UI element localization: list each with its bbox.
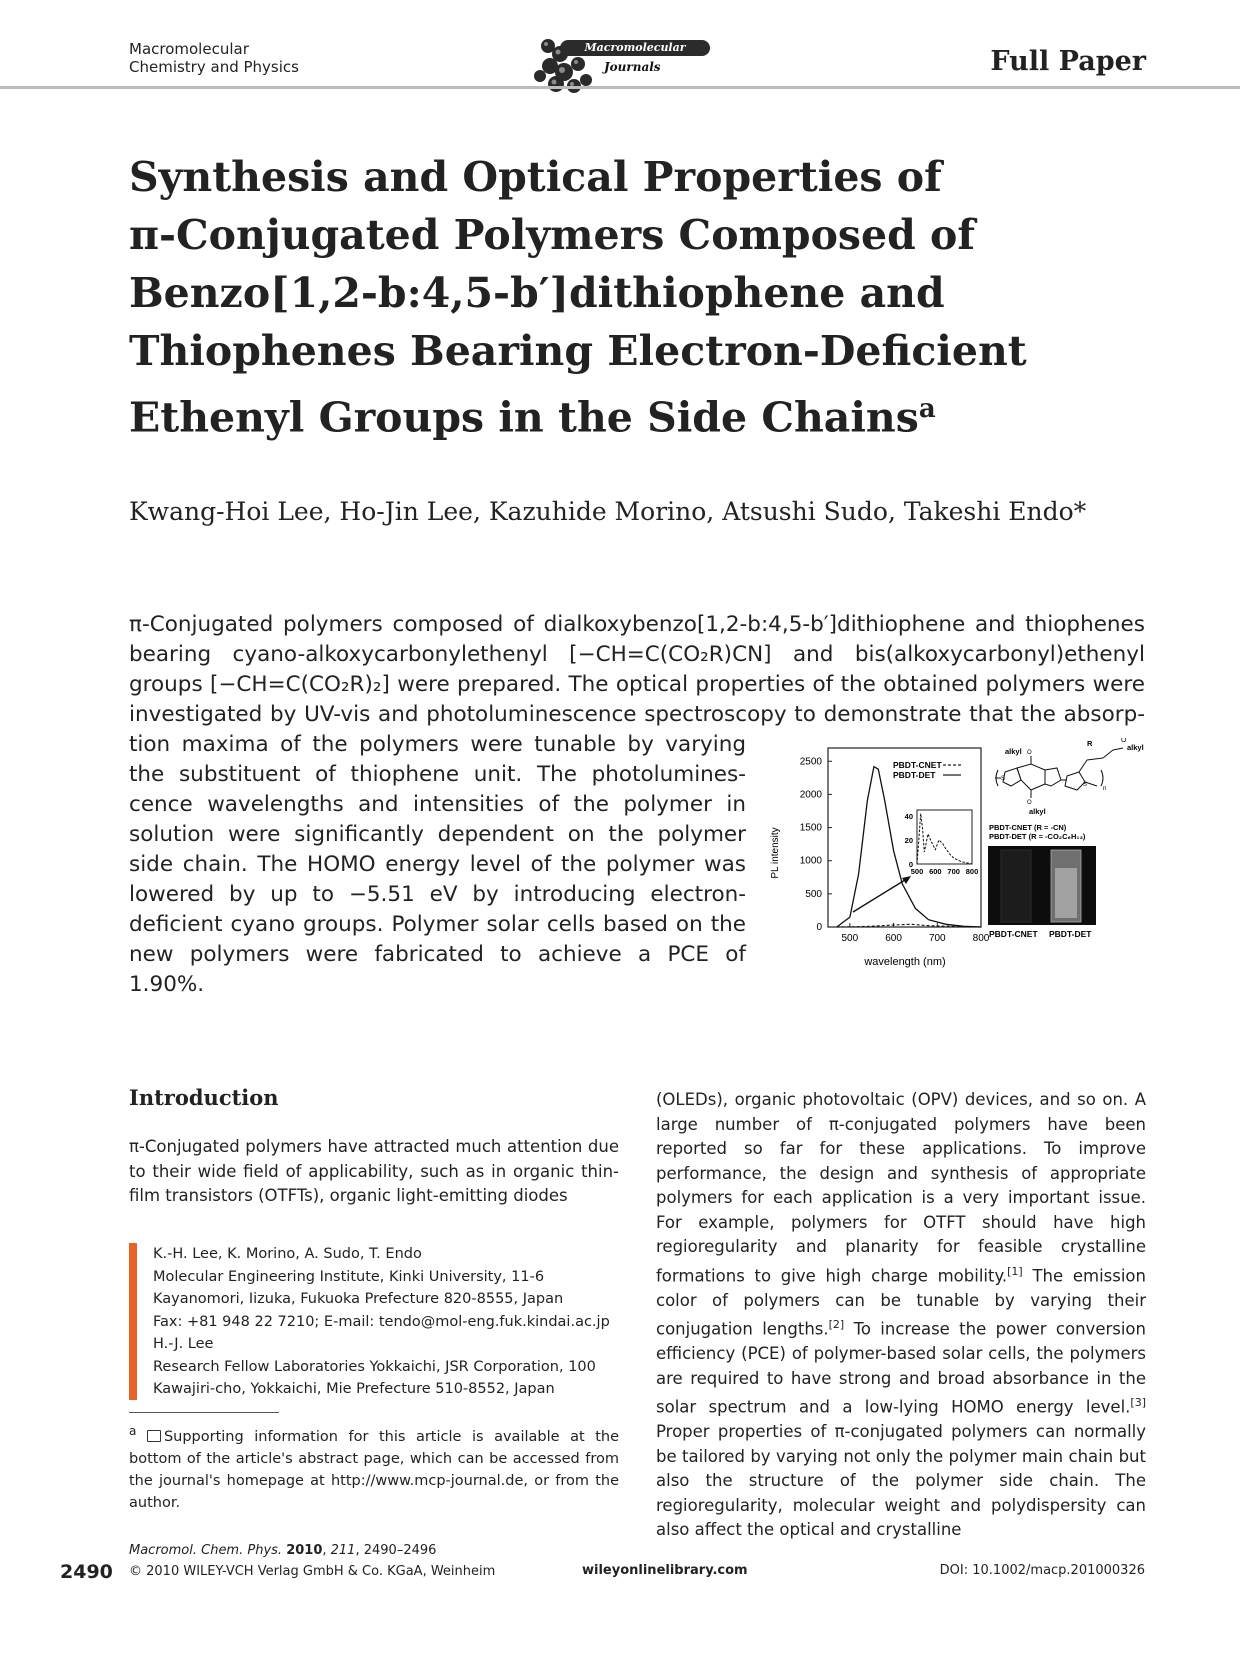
vial-label-cnet: PBDT-CNET — [989, 929, 1038, 939]
struct-alkyl-bottom: alkyl — [1029, 807, 1046, 816]
graphical-abstract — [765, 738, 1155, 978]
inset-x-tick-label: 700 — [947, 867, 960, 876]
x-tick-label: 500 — [841, 933, 859, 944]
author-list: Kwang-Hoi Lee, Ho-Jin Lee, Kazuhide Morino, Atsushi Sudo, Takeshi Endo* — [129, 497, 1087, 526]
logo-bottom-text: Journals — [604, 60, 661, 74]
inset-arrow — [853, 880, 905, 912]
struct-label-cnet: PBDT-CNET (R = -CN) — [989, 823, 1067, 832]
title-line-1: Synthesis and Optical Properties of — [129, 153, 942, 201]
y-tick-label: 2500 — [799, 756, 822, 768]
title-footnote-mark: a — [918, 394, 936, 424]
affiliation-accent-bar — [129, 1243, 137, 1400]
logo-top-text: Macromolecular — [560, 40, 710, 56]
citation-journal: Macromol. Chem. Phys. — [129, 1543, 283, 1558]
inset-y-tick-label: 20 — [904, 836, 913, 845]
intro-right-text-b: The emission color of polymers can be tunable by varying their conjugation lengths. — [656, 1266, 1146, 1339]
journal-name — [129, 40, 299, 76]
struct-alkyl-top: alkyl — [1005, 747, 1022, 756]
title-line-3: Benzo[1,2-b:4,5-b′]dithiophene and — [129, 269, 945, 317]
y-tick-label: 0 — [816, 922, 822, 933]
affiliation-line-5: H.-J. Lee — [153, 1336, 214, 1352]
section-label: Full Paper — [990, 46, 1146, 77]
affiliation-line-2: Molecular Engineering Institute, Kinki University, 11-6 — [153, 1268, 545, 1285]
inset-x-tick-label: 500 — [910, 867, 924, 876]
publisher-website-link[interactable]: wileyonlinelibrary.com — [582, 1563, 748, 1578]
affiliation-line-7: Kawajiri-cho, Yokkaichi, Mie Prefecture 510-8552, Japan — [153, 1381, 555, 1397]
struct-alkyl-ester: alkyl — [1127, 743, 1144, 752]
header-divider — [0, 86, 1240, 89]
footnote-divider — [129, 1412, 279, 1413]
citation — [129, 1540, 495, 1582]
vial-pbdt-det-glow — [1055, 868, 1077, 918]
y-axis-label: PL intensity — [770, 827, 781, 879]
inset-arrow-head — [902, 876, 911, 884]
x-tick-label: 800 — [972, 933, 990, 944]
affiliation-line-4: Fax: +81 948 22 7210; E-mail: tendo@mol-eng.fuk.kindai.ac.jp — [153, 1313, 610, 1330]
article-title — [129, 148, 1029, 447]
citation-volume: 211 — [330, 1543, 356, 1558]
footnote-text: Supporting information for this article is available at the bottom of the article's abstract page, which can be accessed from the journal's homepage at http://www.mcp-journal.de, or from the author. — [129, 1428, 619, 1511]
title-line-5-text: Ethenyl Groups in the Side Chains — [129, 393, 919, 442]
inset-frame — [917, 810, 972, 864]
struct-o-bottom: O — [1027, 800, 1032, 806]
affiliation-line-3: Kayanomori, Iizuka, Fukuoka Prefecture 820-8555, Japan — [153, 1291, 564, 1307]
introduction-left-column: π-Conjugated polymers have attracted much attention due to their wide field of applicability, such as in organic thin-film transistors (OTFTs), organic light-emitting diodes — [129, 1137, 619, 1205]
y-tick-label: 1000 — [799, 855, 822, 867]
page-number: 2490 — [60, 1561, 113, 1583]
reference-3[interactable]: [3] — [1130, 1396, 1146, 1409]
intro-right-text-c: To increase the power conversion efficiency (PCE) of polymer-based solar cells, the polymers are required to have strong and broad absorbance in the solar spectrum and a low-lying HOMO energy level. — [656, 1319, 1146, 1417]
y-tick-label: 2000 — [799, 789, 822, 801]
title-line-4: Thiophenes Bearing Electron-Deficient — [129, 327, 1027, 375]
reference-2[interactable]: [2] — [828, 1318, 845, 1331]
affiliation-line-6: Research Fellow Laboratories Yokkaichi, JSR Corporation, 100 — [153, 1358, 596, 1375]
footnote-mark: a — [129, 1424, 137, 1438]
citation-year: 2010 — [286, 1543, 323, 1558]
introduction-heading: Introduction — [129, 1085, 279, 1110]
intro-right-text-d: Proper properties of π-conjugated polymers can normally be tailored by varying not only the polymer main chain but also the structure of the polymer side chain. The regioregularity, molecular weight and polydispersity can also affect the optical and crystalline — [656, 1422, 1146, 1539]
struct-o-top: O — [1027, 750, 1032, 756]
y-tick-label: 500 — [805, 888, 822, 900]
reference-1[interactable]: [1] — [1007, 1264, 1023, 1278]
abstract-line-4: investigated by UV-vis and photoluminescence spectroscopy to demonstrate that the absorp- — [129, 702, 1145, 727]
legend-cnet-label: PBDT-CNET — [893, 760, 942, 770]
abstract-narrow-text: tion maxima of the polymers were tunable by varying the substituent of thiophene unit. The photolumines-cence wavelengths and intensities of the polymer in solution were significantly dependent on the polymer side chain. The HOMO energy level of the polymer was lowered by up to −5.51 eV by introducing electron-deficient cyano groups. Polymer solar cells based on the new polymers were fabricated to achieve a PCE of 1.90%. — [129, 732, 746, 997]
x-tick-label: 600 — [885, 933, 902, 944]
struct-r-group: R — [1087, 739, 1093, 748]
title-line-5 — [129, 380, 1029, 447]
abstract-line-1: π-Conjugated polymers composed of dialkoxybenzo[1,2-b:4,5-b′]dithiophene and thiophenes — [129, 612, 1145, 637]
x-axis-label: wavelength (nm) — [864, 956, 946, 968]
y-tick-label: 1500 — [799, 822, 822, 834]
x-tick-label: 700 — [928, 933, 946, 944]
inset-y-tick-label: 0 — [908, 860, 913, 869]
citation-line: Macromol. Chem. Phys. 2010, 211, 2490–2496 — [129, 1543, 437, 1558]
supporting-information-icon — [147, 1430, 161, 1442]
struct-s-left: S — [1001, 776, 1006, 782]
abstract-line-3: groups [−CH=C(CO₂R)₂] were prepared. The optical properties of the obtained polymers were — [129, 672, 1145, 697]
struct-label-det: PBDT-DET (R = -CO₂C₆H₁₃) — [989, 832, 1086, 841]
inset-x-tick-label: 600 — [929, 867, 942, 876]
struct-o-ester: O — [1121, 738, 1127, 744]
citation-pages: , 2490–2496 — [355, 1543, 437, 1558]
author-affiliations — [153, 1243, 610, 1401]
doi[interactable]: DOI: 10.1002/macp.201000326 — [939, 1563, 1145, 1578]
vial-pbdt-cnet — [1001, 850, 1031, 922]
affiliation-line-1: K.-H. Lee, K. Morino, A. Sudo, T. Endo — [153, 1246, 422, 1262]
struct-n-subscript: n — [1103, 786, 1107, 792]
legend-det-label: PBDT-DET — [893, 770, 936, 780]
inset-y-tick-label: 40 — [904, 812, 913, 821]
title-line-2: π-Conjugated Polymers Composed of — [129, 211, 976, 259]
inset-x-tick-label: 800 — [965, 867, 979, 876]
journal-name-line1: Macromolecular — [129, 40, 249, 58]
supporting-info-footnote — [129, 1420, 619, 1514]
journal-name-line2: Chemistry and Physics — [129, 58, 299, 76]
introduction-right-column — [656, 1088, 1146, 1543]
vial-label-det: PBDT-DET — [1049, 929, 1092, 939]
intro-right-text-a: (OLEDs), organic photovoltaic (OPV) devices, and so on. A large number of π-conjugated polymers have been reported so far for these applications. To improve performance, the design and synthesis of appropriate polymers for each application is a very important issue. For example, polymers for OTFT should have high regioregularity and planarity for feasible crystalline formations to give high charge mobility. — [656, 1090, 1146, 1285]
abstract-line-2: bearing cyano-alkoxycarbonylethenyl [−CH=C(CO₂R)CN] and bis(alkoxycarbonyl)ethenyl — [129, 642, 1145, 667]
copyright: © 2010 WILEY-VCH Verlag GmbH & Co. KGaA, Weinheim — [129, 1564, 496, 1579]
graphical-abstract-figure — [765, 738, 1155, 978]
struct-s-right: S — [1083, 782, 1088, 788]
